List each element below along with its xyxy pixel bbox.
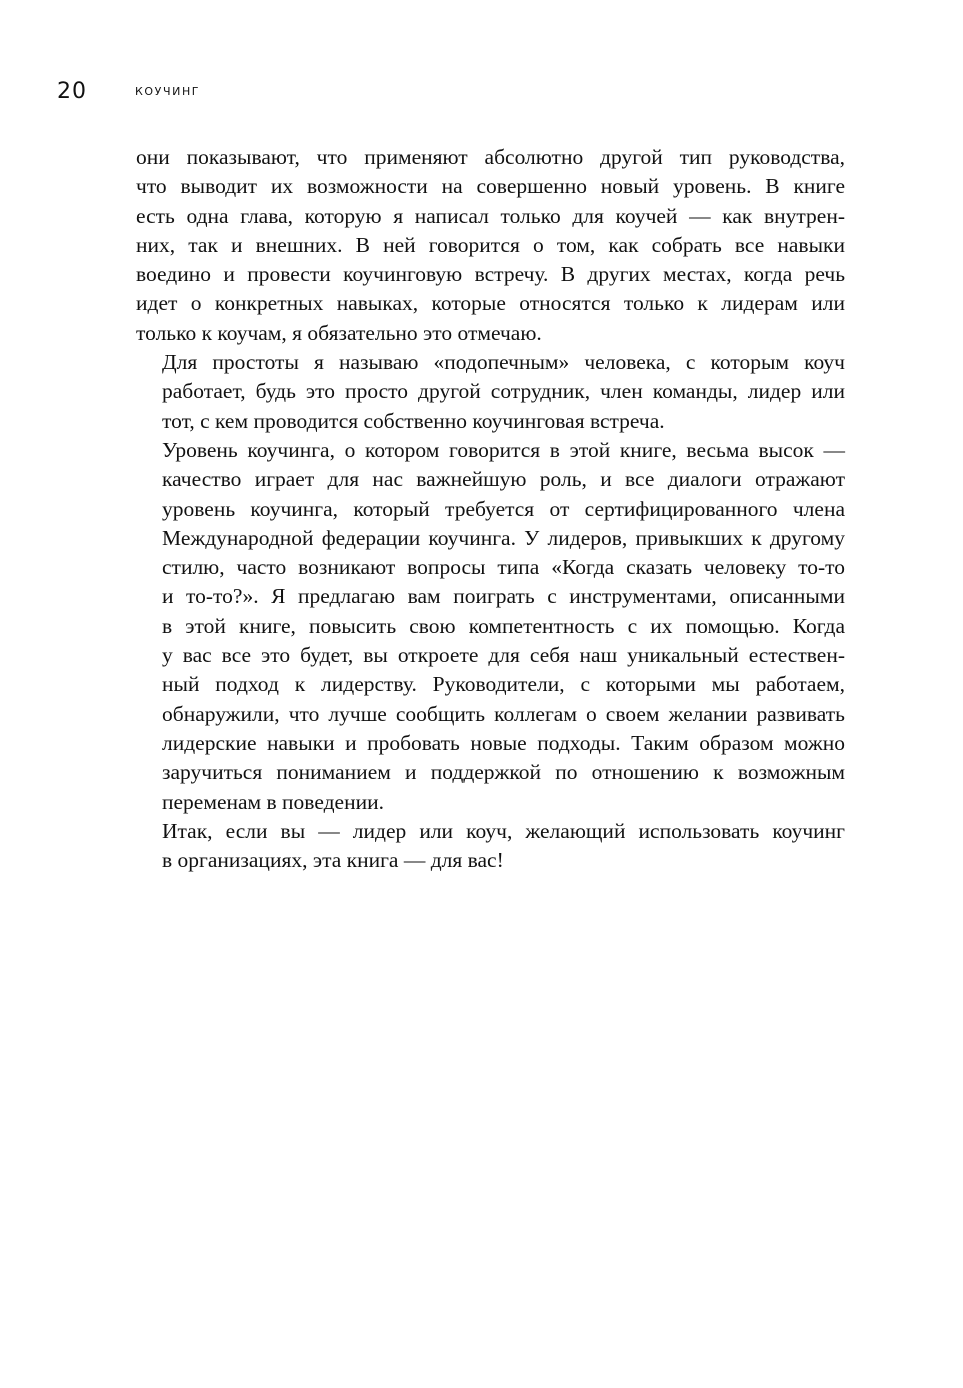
text-line: стилю, часто возникают вопросы типа «Когда сказать человеку то-то xyxy=(162,555,845,580)
text-line: идет о конкретных навыках, которые относятся только к лидерам или xyxy=(136,291,845,316)
text-line: Для простоты я называю «подопечным» человека, с которым коуч xyxy=(162,350,845,375)
text-line: они показывают, что применяют абсолютно другой тип руководства, xyxy=(136,145,845,169)
text-line: только к коучам, я обязательно это отмечаю. xyxy=(136,320,542,345)
text-line: переменам в поведении. xyxy=(162,789,384,814)
text-line: ный подход к лидерству. Руководители, с которыми мы работаем, xyxy=(162,672,845,697)
text-line: в этой книге, повысить свою компетентность с их помощью. Когда xyxy=(162,613,845,638)
text-line: них, так и внешних. В ней говорится о том, как собрать все навыки xyxy=(136,232,845,257)
text-line: у вас все это будет, вы откроете для себя наш уникальный естествен- xyxy=(162,643,845,668)
text-line: что выводит их возможности на совершенно новый уровень. В книге xyxy=(136,174,845,199)
paragraph xyxy=(136,348,845,436)
text-line: воедино и провести коучинговую встречу. В других местах, когда речь xyxy=(136,262,845,287)
body-text xyxy=(136,143,845,875)
text-line: Международной федерации коучинга. У лидеров, привыкших к другому xyxy=(162,525,845,550)
text-line: качество играет для нас важнейшую роль, и все диалоги отражают xyxy=(162,467,845,492)
text-line: тот, с кем проводится собственно коучинговая встреча. xyxy=(162,408,665,433)
text-line: лидерские навыки и пробовать новые подходы. Таким образом можно xyxy=(162,730,845,755)
text-line: работает, будь это просто другой сотрудник, член команды, лидер или xyxy=(162,379,845,404)
text-line: в организациях, эта книга — для вас! xyxy=(162,848,504,873)
page-number: 20 xyxy=(57,78,87,104)
section-title: КОУЧИНГ xyxy=(135,84,201,98)
text-line: и то-то?». Я предлагаю вам поиграть с инструментами, описанными xyxy=(162,584,845,609)
text-line: Уровень коучинга, о котором говорится в этой книге, весьма высок — xyxy=(162,437,845,462)
paragraph xyxy=(136,436,845,817)
paragraph xyxy=(136,143,845,348)
text-line: обнаружили, что лучше сообщить коллегам о своем желании развивать xyxy=(162,701,845,726)
running-head xyxy=(57,76,200,106)
text-line: есть одна глава, которую я написал только для коучей — как внутрен- xyxy=(136,203,845,228)
text-line: заручиться пониманием и поддержкой по отношению к возможным xyxy=(162,760,845,785)
paragraph xyxy=(136,817,845,876)
text-line: Итак, если вы — лидер или коуч, желающий использовать коучинг xyxy=(162,818,845,843)
text-line: уровень коучинга, который требуется от сертифицированного члена xyxy=(162,496,845,521)
